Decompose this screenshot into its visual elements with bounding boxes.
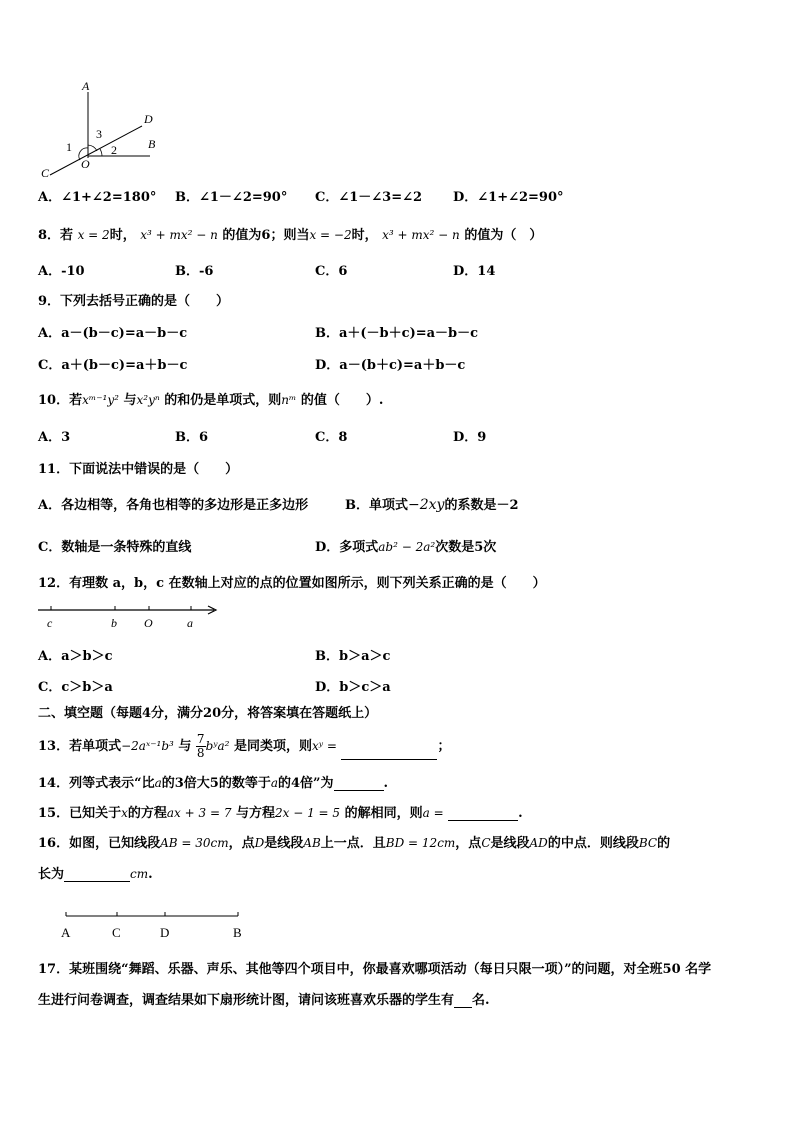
q16-answer-blank[interactable] (64, 881, 130, 882)
angle-figure (30, 74, 170, 182)
q16-seg-ab: AB (303, 836, 321, 850)
q11-b-t2: 的系数是－2 (444, 498, 519, 513)
q11-stem: 11．下面说法中错误的是（ ） (38, 462, 239, 477)
q16-t8: 的 (657, 836, 671, 851)
q8-t1: 若 (60, 228, 74, 243)
q15-eq-1: ax + 3 = 7 (166, 806, 232, 820)
q17-answer-blank[interactable] (454, 1007, 472, 1008)
q7-option-d: D．∠1+∠2=90° (453, 190, 564, 205)
q15-stem (38, 802, 523, 821)
q13-power: xʸ = (312, 739, 337, 753)
q16-point-d: D (254, 836, 265, 850)
q8-t5: 的值为（ ） (464, 228, 543, 243)
q8-expr-2: x³ + mx² − n (382, 228, 460, 242)
q10-option-c: C．8 (315, 430, 348, 445)
q8-t2: 时， (109, 228, 136, 243)
point-label-c: c (47, 616, 53, 630)
q14-answer-blank[interactable] (334, 790, 384, 791)
q15-a-eq: a = (422, 806, 444, 820)
q11-b-monomial: −2xy (408, 497, 445, 513)
q16-line2b: . (148, 867, 153, 882)
q9-stem: 9．下列去括号正确的是（ ） (38, 294, 230, 309)
q10-option-d: D．9 (453, 430, 487, 445)
label-2: 2 (111, 143, 117, 157)
q16-point-c: C (481, 836, 491, 850)
q8-num: 8． (38, 228, 61, 243)
q10-option-b: B．6 (175, 430, 209, 445)
q8-stem (38, 224, 542, 243)
q16-line2 (38, 863, 153, 882)
q12-option-d: D．b＞c＞a (315, 680, 391, 695)
q13-t3: 是同类项，则 (234, 739, 313, 754)
q8-option-d: D．14 (453, 264, 496, 279)
q10-t4: 的值（ ）. (300, 393, 384, 408)
q9-option-b: B．a＋(－b＋c)=a－b－c (315, 326, 479, 341)
q16-t6: 是线段 (490, 836, 530, 851)
number-line-figure (36, 600, 226, 632)
q7-option-c: C．∠1－∠3=∠2 (315, 190, 423, 205)
q12-option-a: A．a＞b＞c (38, 649, 113, 664)
q9-option-c: C．a＋(b－c)=a＋b－c (38, 358, 188, 373)
q10-power: nᵐ (281, 393, 297, 407)
q13-monomial-2: bʸa² (205, 739, 230, 753)
q10-option-a: A．3 (38, 430, 71, 445)
label-C: C (41, 166, 50, 180)
label-B: B (148, 137, 156, 151)
q10-t1: 10．若 (38, 393, 83, 408)
q11-d-t2: 次数是5次 (435, 540, 497, 555)
q14-var-a2: a (270, 776, 278, 790)
q15-t4: 的解相同，则 (344, 806, 423, 821)
q13-t4: ； (437, 739, 451, 754)
q11-option-b (345, 494, 519, 513)
q17-line2b: 名. (472, 993, 490, 1008)
q17-line1: 17．某班围绕“舞蹈、乐器、声乐、其他等四个项目中，你最喜欢哪项活动（每日只限一项）”的问题，对全班50 名学 (38, 962, 712, 977)
q8-t4: 时， (351, 228, 378, 243)
seg-label-b: B (233, 925, 242, 940)
q13-t2: 与 (178, 739, 192, 754)
q13-fraction (196, 733, 206, 760)
q10-t3: 的和仍是单项式，则 (164, 393, 282, 408)
angle-arc-3 (88, 145, 97, 151)
q9-option-a: A．a－(b－c)=a－b－c (38, 326, 188, 341)
q16-stem (38, 832, 670, 851)
q13-frac-num: 7 (196, 732, 205, 746)
q12-stem: 12．有理数 a，b，c 在数轴上对应的点的位置如图所示，则下列关系正确的是（ ） (38, 576, 546, 591)
q13-t1: 13．若单项式 (38, 739, 122, 754)
label-A: A (82, 79, 90, 93)
q11-d-t1: D．多项式 (315, 540, 379, 555)
q13-answer-blank[interactable] (341, 759, 437, 760)
point-label-a: a (187, 616, 193, 630)
angle-arc-2 (100, 149, 102, 156)
q11-option-a: A．各边相等，各角也相等的多边形是正多边形 (38, 498, 309, 513)
q13-monomial-1: −2aˣ⁻¹b³ (121, 739, 174, 753)
q10-monomial-1: xᵐ⁻¹y² (82, 393, 119, 407)
segment-figure (56, 906, 256, 942)
q16-ab-eq: AB = 30cm (160, 836, 229, 850)
q11-b-t1: B．单项式 (345, 498, 408, 513)
q12-option-c: C．c＞b＞a (38, 680, 113, 695)
q16-line2a: 长为 (38, 867, 65, 882)
q8-t3: 的值为6；则当 (222, 228, 310, 243)
q16-t3: 是线段 (264, 836, 304, 851)
q10-stem (38, 389, 383, 408)
q14-var-a1: a (154, 776, 162, 790)
q15-t3: 与方程 (235, 806, 275, 821)
q8-x-eq-2: x = 2 (77, 228, 110, 242)
seg-label-d: D (160, 925, 170, 940)
q16-t5: ，点 (455, 836, 482, 851)
q14-t2: 的3倍大5的数等于 (161, 776, 271, 791)
q17-line2a: 生进行问卷调查，调查结果如下扇形统计图，请问该班喜欢乐器的学生有 (38, 993, 455, 1008)
label-D: D (144, 112, 153, 126)
q11-option-c: C．数轴是一条特殊的直线 (38, 540, 192, 555)
q14-t3: 的4倍”为 (277, 776, 334, 791)
q15-var-x: x (121, 806, 128, 820)
point-label-b: b (111, 616, 117, 630)
q15-t1: 15．已知关于 (38, 806, 122, 821)
q11-option-d (315, 536, 496, 555)
q13-frac-den: 8 (196, 746, 205, 760)
section-2-heading: 二、填空题（每题4分，满分20分，将答案填在答题纸上） (38, 706, 378, 721)
q12-option-b: B．b＞a＞c (315, 649, 391, 664)
q16-seg-bc: BC (638, 836, 658, 850)
q10-t2: 与 (123, 393, 137, 408)
q14-stem (38, 772, 388, 791)
label-1: 1 (66, 140, 72, 154)
q7-option-a: A．∠1+∠2=180° (38, 190, 157, 205)
q15-eq-2: 2x − 1 = 5 (275, 806, 341, 820)
q8-x-eq-neg2: x = −2 (309, 228, 352, 242)
q16-t4: 上一点．且 (320, 836, 386, 851)
q15-t2: 的方程 (127, 806, 167, 821)
q9-option-d: D．a－(b＋c)=a＋b－c (315, 358, 466, 373)
q8-expr-1: x³ + mx² − n (140, 228, 218, 242)
q16-seg-ad: AD (529, 836, 548, 850)
q16-t7: 的中点．则线段 (547, 836, 639, 851)
q8-option-a: A．-10 (38, 264, 85, 279)
q7-option-b: B．∠1－∠2=90° (175, 190, 288, 205)
seg-label-a: A (61, 925, 71, 940)
q16-t2: ，点 (228, 836, 255, 851)
q16-t1: 16．如图，已知线段 (38, 836, 161, 851)
q17-line2 (38, 989, 490, 1008)
q13-stem (38, 733, 450, 760)
label-O: O (81, 157, 90, 171)
q15-answer-blank[interactable] (448, 820, 518, 821)
q8-option-c: C．6 (315, 264, 348, 279)
q14-t1: 14．列等式表示“比 (38, 776, 155, 791)
label-3: 3 (96, 127, 102, 141)
q10-monomial-2: x²yⁿ (136, 393, 160, 407)
q11-d-poly: ab² − 2a² (378, 540, 436, 554)
q8-option-b: B．-6 (175, 264, 214, 279)
q16-bd-eq: BD = 12cm (385, 836, 456, 850)
seg-label-c: C (112, 925, 121, 940)
q15-t5: . (518, 806, 523, 821)
point-label-o: O (144, 616, 153, 630)
q16-unit: cm (130, 867, 149, 881)
q14-t4: . (383, 776, 389, 791)
